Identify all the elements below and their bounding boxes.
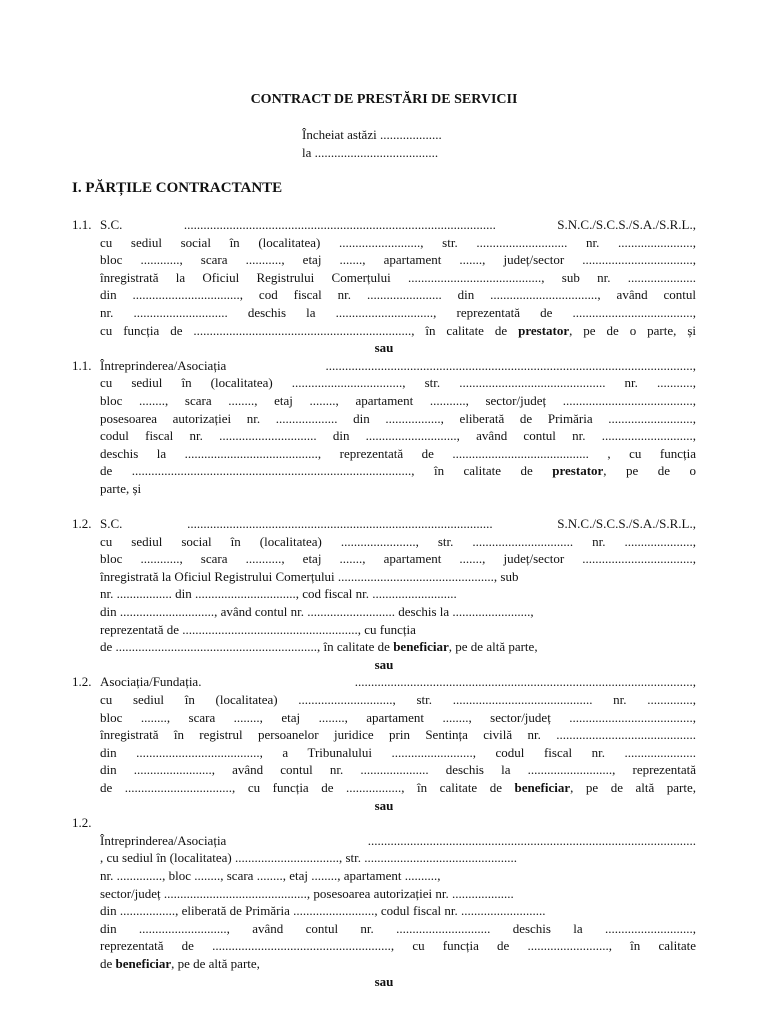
clause-line: cu sediul social în (localitatea) ......................., str. ............................... nr. .....................,	[100, 533, 696, 549]
clause-line: din ........................, având contul nr. ..................... deschis la .........................., reprezentată	[100, 762, 696, 778]
clause-body	[100, 357, 696, 498]
clause-line: posesoarea autorizației nr. ................... din ................., eliberată de Primăria ..........................,	[100, 410, 696, 426]
clause-line: parte, și	[100, 480, 142, 496]
clause-line: nr. .............., bloc ........, scara ........, etaj ........, apartament ..........,	[100, 867, 441, 883]
concluded-at: Încheiat astăzi ...................	[302, 127, 442, 142]
separator-sau: sau	[374, 797, 394, 813]
clause-line: de beneficiar, pe de altă parte,	[100, 955, 260, 971]
clause	[72, 673, 696, 796]
separator-sau: sau	[374, 973, 394, 989]
clause-line: deschis la ........................................., reprezentată de .......................................... , cu funcția	[100, 445, 696, 461]
clause-line: de ................................., cu funcția de ................., în calitate de beneficiar, pe de altă parte,	[100, 780, 696, 795]
clause-line: reprezentată de ......................................................, cu funcția	[100, 621, 416, 637]
clause-line: cu sediul în (localitatea) ............................., str. ........................................... nr. ..............,	[100, 692, 696, 708]
clause-line: înregistrată la Oficiul Registrului Comerțului ................................................, sub	[100, 568, 519, 584]
clause-line: Întreprinderea/Asociația .................................................................................................................,	[100, 357, 696, 373]
clause-line: cu sediul în (localitatea) .................................., str. ............................................. nr. ...........,	[100, 375, 696, 391]
clause-line: de ......................................................................................, în calitate de prestator, pe de o	[100, 463, 696, 479]
clause-line: S.C. ................................................................................................ S.N.C./S.C.S./S.A./S.R.L.,	[100, 217, 696, 232]
clause-line: cu funcția de ..................................................................., în calitate de prestator, pe de o parte, și	[100, 322, 696, 338]
clause	[72, 216, 696, 339]
clause-line: nr. ................. din ..............................., cod fiscal nr. ..........................	[100, 586, 457, 602]
document-title: CONTRACT DE PRESTĂRI DE SERVICII	[250, 92, 518, 107]
blank-line	[72, 498, 696, 516]
clause-line: S.C. .............................................................................................. S.N.C./S.C.S./S.A./S.R.L.,	[100, 516, 696, 532]
clause-line: reprezentată de ......................................................., cu funcția de ........................., în calitate	[100, 938, 696, 954]
clause-line: nr. ............................. deschis la .............................., reprezentată de .....................................,	[100, 304, 696, 320]
clauses-container	[72, 216, 696, 990]
clause-number: 1.2.	[72, 815, 92, 831]
clause-line: Asociația/Fundația. ........................................................................................................,	[100, 674, 696, 690]
clause-line: de .............................................................., în calitate de beneficiar, pe de altă parte,	[100, 639, 538, 655]
clause-line: , cu sediul în (localitatea) ................................, str. ...............................................	[100, 850, 518, 866]
clause	[72, 357, 696, 498]
clause-body	[100, 216, 696, 339]
concluded-place: la ......................................	[302, 145, 439, 160]
clause-line: din ..........................., având contul nr. ............................. deschis la ...........................,	[100, 920, 696, 936]
clause-number: 1.2.	[72, 516, 92, 532]
clause-line: codul fiscal nr. .............................. din ............................, având contul nr. ............................,	[100, 428, 696, 444]
clause-line: din ......................................, a Tribunalului ........................., codul fiscal nr. ......................	[100, 744, 696, 760]
clause-line: din ................................., cod fiscal nr. ....................... din ................................., având contul	[100, 287, 696, 303]
clause-line: bloc ............, scara ..........., etaj ......., apartament ......., județ/sector ..................................,	[100, 252, 696, 268]
clause-body	[100, 673, 696, 796]
clause-line: din ............................., având contul nr. ........................... deschis la ........................,	[100, 604, 534, 620]
clause-line: din ................., eliberată de Primăria ........................., codul fiscal nr. ..........................	[100, 903, 546, 919]
clause-line: bloc ............, scara ..........., etaj ......., apartament ......., județ/sector ..................................,	[100, 551, 696, 567]
clause-body	[100, 814, 696, 972]
clause-body	[100, 515, 696, 656]
clause-number: 1.1.	[72, 357, 92, 373]
section-title: I. PĂRȚILE CONTRACTANTE	[72, 180, 283, 196]
clause	[72, 814, 696, 972]
separator-sau: sau	[374, 656, 394, 672]
clause-line: Întreprinderea/Asociația .....................................................................................................	[100, 832, 696, 848]
clause-line: cu sediul social în (localitatea) ........................., str. ............................ nr. .......................,	[100, 234, 696, 250]
clause-line: bloc ........, scara ........, etaj ........, apartament ........, sector/județ ......................................,	[100, 709, 696, 725]
clause-line: bloc ........, scara ........, etaj ........, apartament ..........., sector/județ ........................................,	[100, 392, 696, 408]
clause-line: înregistrată în registrul persoanelor juridice prin Sentința civilă nr. ...........................................	[100, 727, 696, 743]
clause-number: 1.1.	[72, 217, 92, 232]
clause-line: înregistrată la Oficiul Registrului Comerțului ........................................., sub nr. .....................	[100, 269, 696, 285]
clause-line: sector/județ ............................................, posesoarea autorizației nr. ...................	[100, 885, 514, 901]
clause-number: 1.2.	[72, 674, 92, 690]
clause	[72, 515, 696, 656]
clause-line	[100, 814, 696, 832]
separator-sau: sau	[374, 340, 394, 356]
